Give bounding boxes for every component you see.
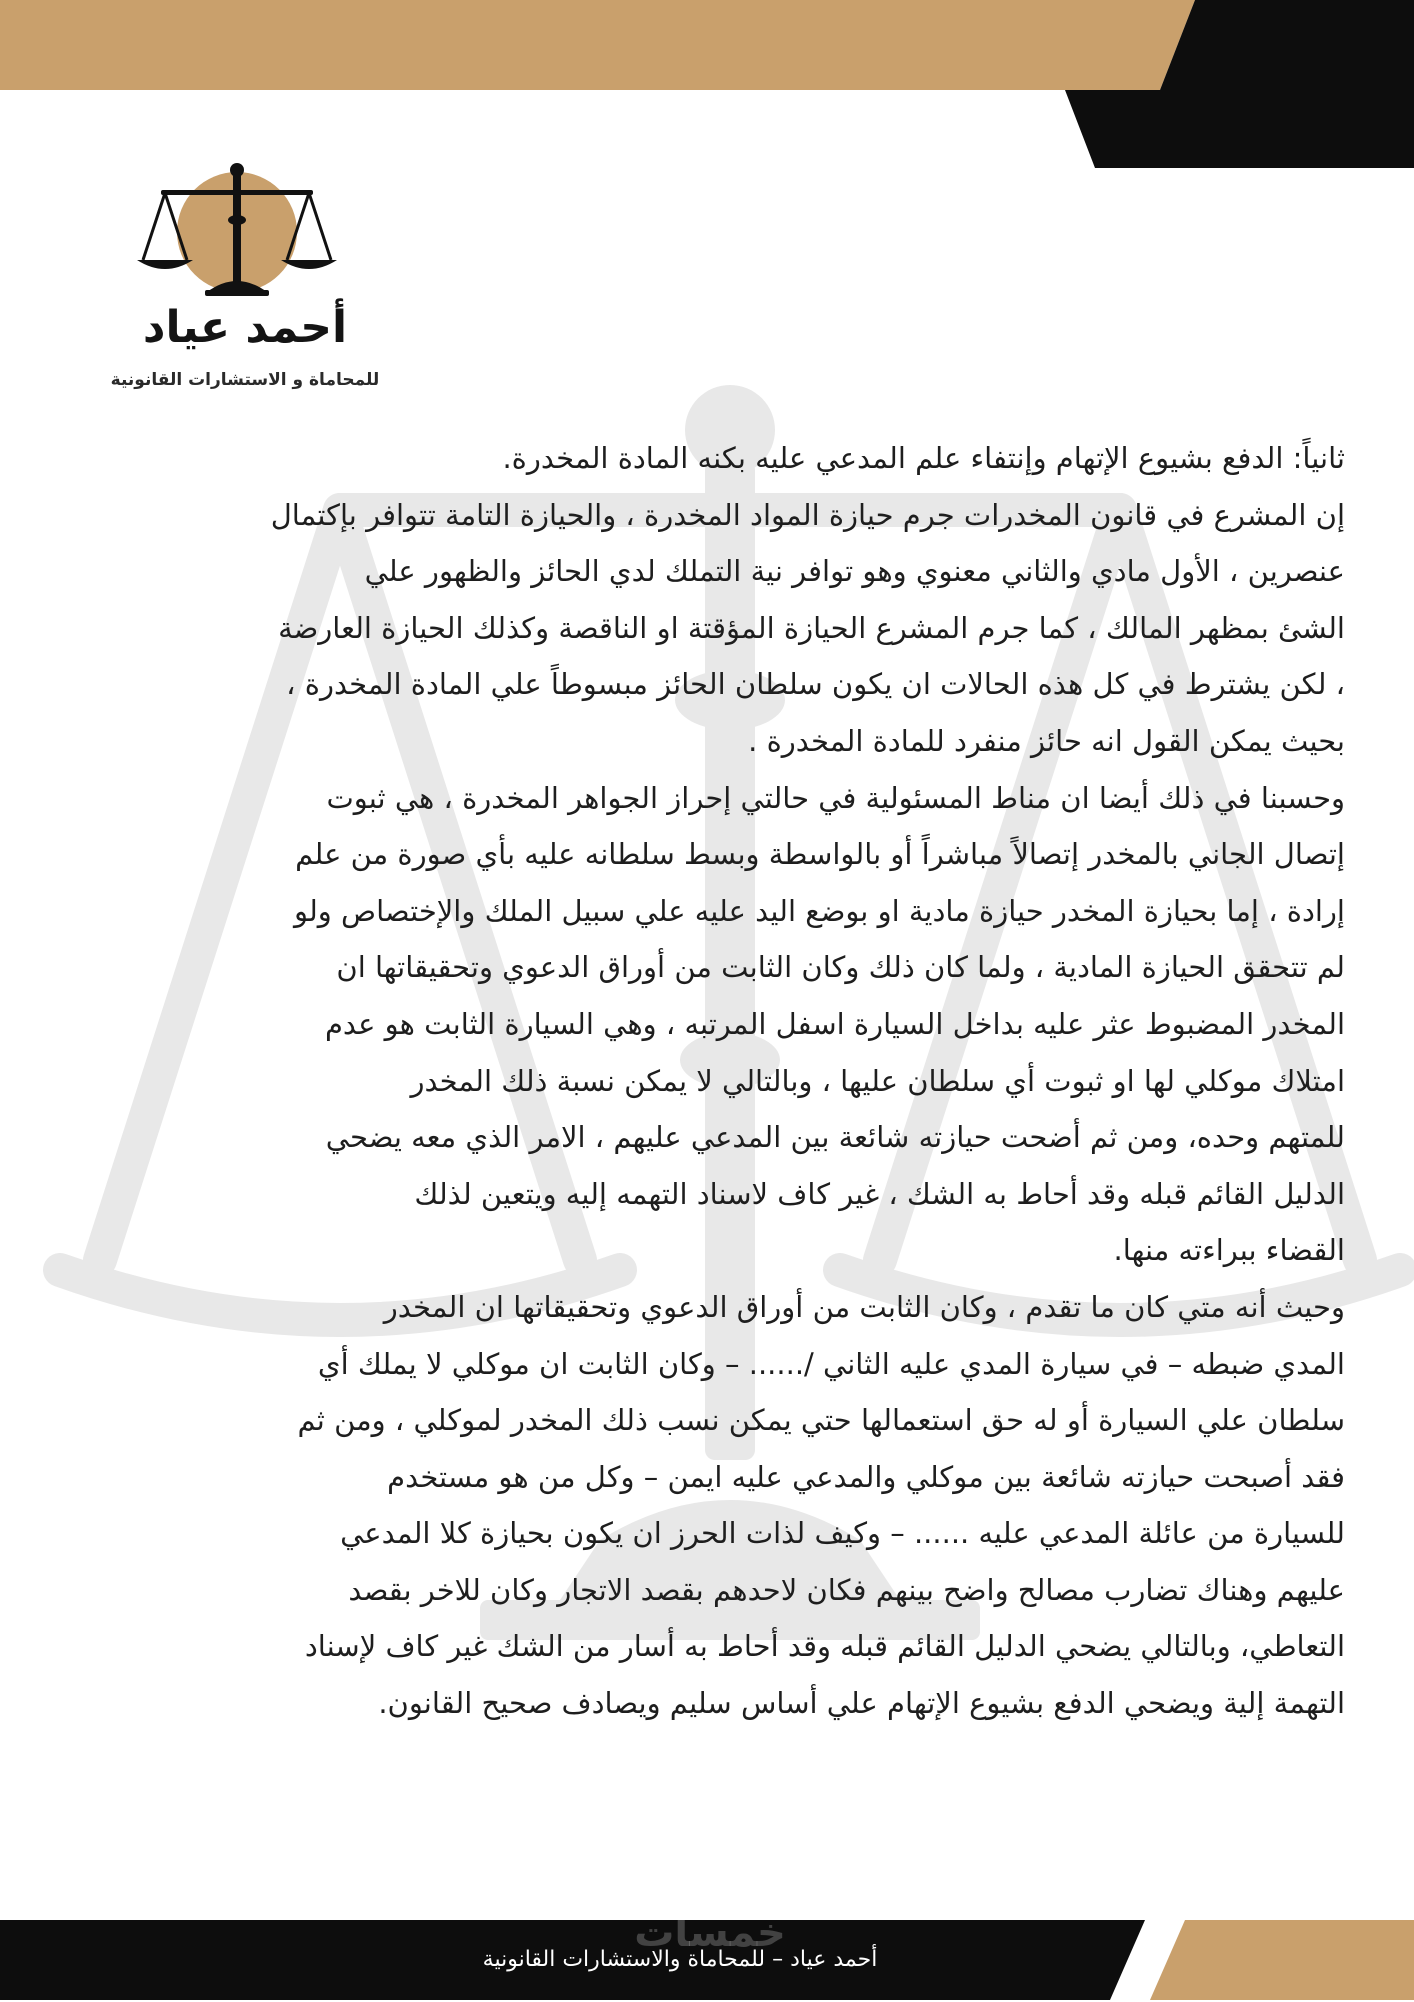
site-watermark: خمسات [634,1910,786,1956]
body-line: الدليل القائم قبله وقد أحاط به الشك ، غير كاف لاسناد التهمه إليه ويتعين لذلك [414,1176,1345,1211]
document-body [130,430,1345,1732]
footer-text: أحمد عياد – للمحاماة والاستشارات القانونية [482,1947,878,1972]
body-line: ثانياً: الدفع بشيوع الإتهام وإنتفاء علم المدعي عليه بكنه المادة المخدرة. [502,441,1345,475]
body-line: المدي ضبطه – في سيارة المدي عليه الثاني /...... – وكان الثابت ان موكلي لا يملك أي [317,1346,1345,1381]
scales-of-justice-icon [135,160,340,300]
brand-tagline: للمحاماة و الاستشارات القانونية [110,370,380,390]
gold-stripe [0,0,1195,90]
body-line: إتصال الجاني بالمخدر إتصالاً مباشراً أو بالواسطة وبسط سلطانه عليه بأي صورة من علم [295,837,1345,872]
body-line: الشئ بمظهر المالك ، كما جرم المشرع الحيازة المؤقتة او الناقصة وكذلك الحيازة العارضة [278,610,1345,645]
body-line: سلطان علي السيارة أو له حق استعمالها حتي يمكن نسب ذلك المخدر لموكلي ، ومن ثم [297,1403,1345,1438]
body-line: وحيث أنه متي كان ما تقدم ، وكان الثابت من أوراق الدعوي وتحقيقاتها ان المخدر [383,1289,1345,1324]
brand-logo [80,160,410,400]
body-line: فقد أصبحت حيازته شائعة بين موكلي والمدعي عليه ايمن – وكل من هو مستخدم [387,1459,1345,1494]
body-line: عليهم وهناك تضارب مصالح واضح بينهم فكان لاحدهم بقصد الاتجار وكان للاخر بقصد [348,1572,1345,1607]
header-band [0,0,1414,175]
body-line: ، لكن يشترط في كل هذه الحالات ان يكون سلطان الحائز مبسوطاً علي المادة المخدرة ، [286,667,1345,702]
body-line: لم تتحقق الحيازة المادية ، ولما كان ذلك وكان الثابت من أوراق الدعوي وتحقيقاتها ان [336,950,1345,985]
brand-name: أحمد عياد [142,302,348,353]
body-line: بحيث يمكن القول انه حائز منفرد للمادة المخدرة . [748,723,1345,758]
body-line: للمتهم وحده، ومن ثم أضحت حيازته شائعة بين المدعي عليهم ، الامر الذي معه يضحي [325,1120,1345,1155]
body-line: عنصرين ، الأول مادي والثاني معنوي وهو توافر نية التملك لدي الحائز والظهور علي [364,554,1345,589]
body-line: إن المشرع في قانون المخدرات جرم حيازة المواد المخدرة ، والحيازة التامة تتوافر بإكتمال [270,497,1345,532]
body-line: وحسبنا في ذلك أيضا ان مناط المسئولية في حالتي إحراز الجواهر المخدرة ، هي ثبوت [326,780,1345,815]
body-line: إرادة ، إما بحيازة المخدر حيازة مادية او بوضع اليد عليه علي سبيل الملك والإختصاص ولو [293,893,1345,928]
body-line: القضاء ببراءته منها. [1113,1233,1345,1268]
body-line: امتلاك موكلي لها او ثبوت أي سلطان عليها ، وبالتالي لا يمكن نسبة ذلك المخدر [410,1063,1345,1098]
body-line: التهمة إلية ويضحي الدفع بشيوع الإتهام علي أساس سليم ويصادف صحيح القانون. [378,1686,1345,1721]
footer-gold-stripe [1150,1920,1414,2000]
body-line: المخدر المضبوط عثر عليه بداخل السيارة اسفل المرتبه ، وهي السيارة الثابت هو عدم [324,1006,1345,1041]
body-line: للسيارة من عائلة المدعي عليه ...... – وكيف لذات الحرز ان يكون بحيازة كلا المدعي [340,1516,1345,1551]
body-line: التعاطي، وبالتالي يضحي الدليل القائم قبله وقد أحاط به أسار من الشك غير كاف لإسناد [304,1629,1345,1664]
